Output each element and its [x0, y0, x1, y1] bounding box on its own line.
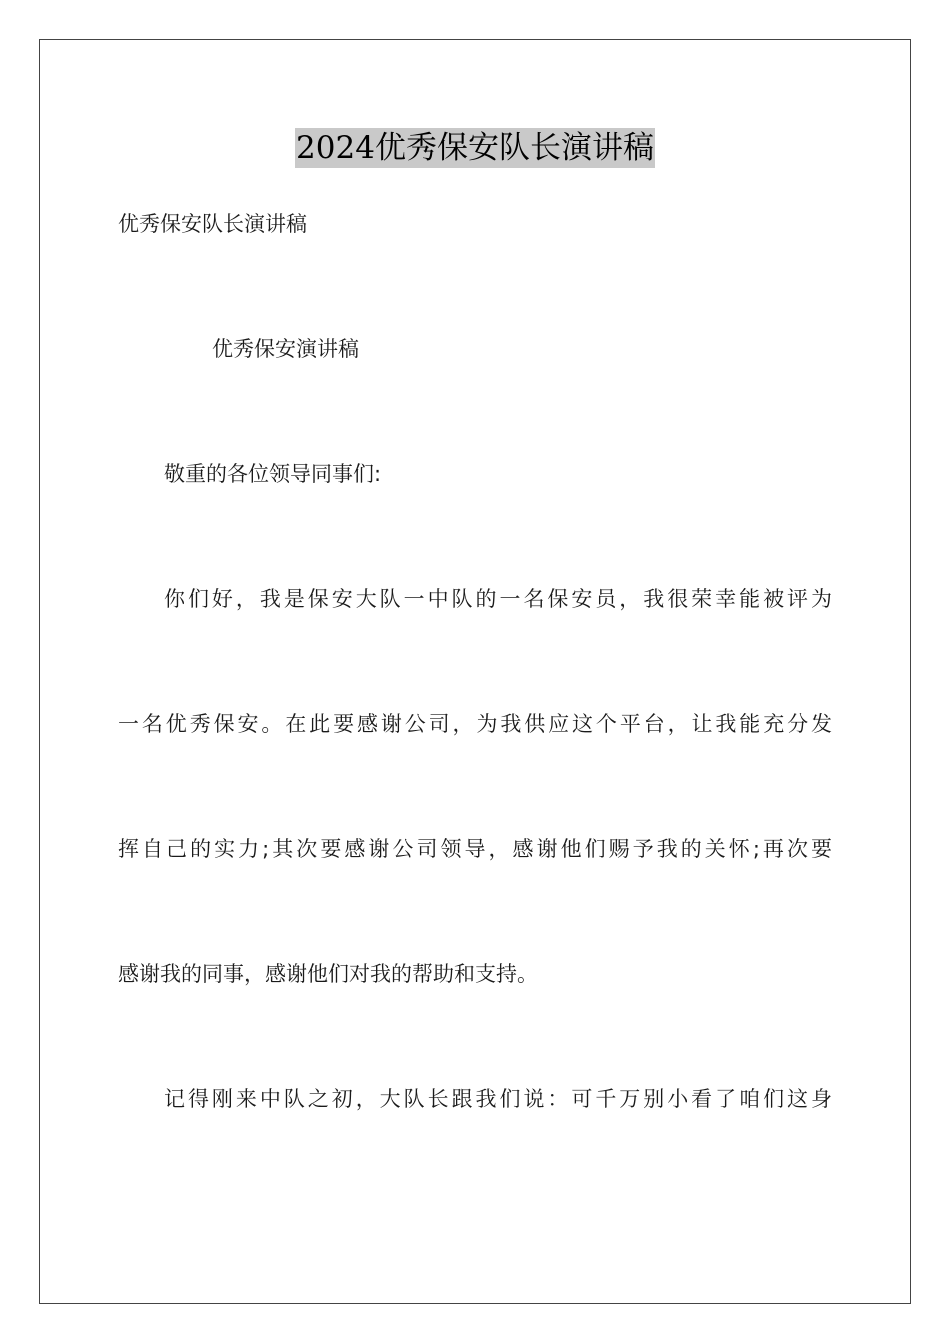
document-title: 2024优秀保安队长演讲稿	[296, 130, 654, 166]
document-subtitle: 优秀保安队长演讲稿	[118, 212, 307, 236]
speech-heading: 优秀保安演讲稿	[212, 337, 359, 361]
paragraph-line: 一名优秀保安。在此要感谢公司，为我供应这个平台，让我能充分发	[118, 712, 832, 736]
title-container	[0, 128, 950, 168]
paragraph-line: 挥自己的实力;其次要感谢公司领导，感谢他们赐予我的关怀;再次要	[118, 837, 832, 861]
paragraph-line: 你们好，我是保安大队一中队的一名保安员，我很荣幸能被评为	[164, 587, 832, 611]
greeting-line: 敬重的各位领导同事们:	[164, 462, 382, 486]
paragraph-line: 感谢我的同事，感谢他们对我的帮助和支持。	[118, 962, 538, 986]
paragraph-line: 记得刚来中队之初，大队长跟我们说：可千万别小看了咱们这身	[164, 1087, 832, 1111]
